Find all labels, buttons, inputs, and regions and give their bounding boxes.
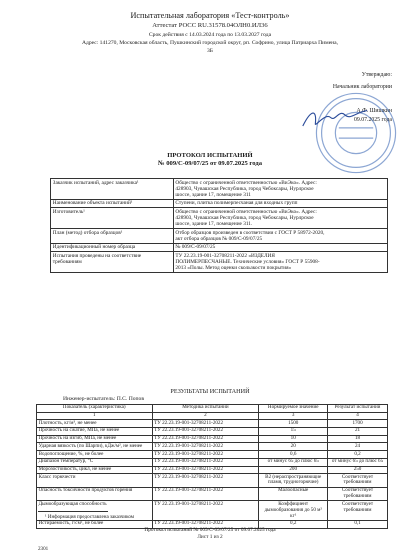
table-row — [37, 420, 388, 428]
info-value — [173, 251, 387, 272]
results-column-number: 3 — [259, 412, 328, 420]
info-value-line: шоссе, здание 17, помещение 311 — [175, 192, 251, 198]
info-value-line: Ступени, плитка полимерпесчаная для входных групп — [175, 200, 298, 207]
info-row — [51, 228, 388, 243]
footer-protocol: Протокол испытаний № 009/С-09/07/25 от 09.07.2025 года — [144, 527, 276, 533]
results-cell-result: Соответствует требованиям — [328, 501, 388, 521]
results-cell-name: Дымообразующая способность — [37, 501, 153, 521]
results-cell-method: ТУ 22.23.19-001-32708211-2022 — [152, 487, 259, 501]
info-row — [51, 208, 388, 229]
results-cell-norm: 20 — [259, 443, 328, 451]
info-table — [50, 178, 388, 273]
protocol-title: ПРОТОКОЛ ИСПЫТАНИЙ — [167, 152, 253, 159]
table-row — [37, 458, 388, 466]
table-row — [37, 487, 388, 501]
info-value — [173, 199, 387, 207]
results-cell-method: ТУ 22.23.19-001-32708211-2022 — [152, 474, 259, 488]
table-row — [37, 435, 388, 443]
protocol-number: № 009/С-09/07/25 от 09.07.2025 года — [157, 160, 263, 167]
results-cell-norm: В2 (нераспространяющие пламя, трудногорючие) — [259, 474, 328, 488]
info-value-line: 2013 «Полы. Метод оценки скользкости покрытия» — [175, 264, 292, 271]
results-cell-name: Плотность, кг/м³, не менее — [37, 420, 153, 428]
info-row — [51, 243, 388, 251]
info-key: Наименование объекта испытаний¹ — [51, 199, 174, 207]
info-key: Заказчик испытаний, адрес заказчика¹ — [51, 179, 174, 200]
table-row — [37, 466, 388, 474]
info-key: Изготовитель¹ — [51, 208, 174, 229]
results-table — [36, 404, 388, 529]
results-cell-method: ТУ 22.23.19-001-32708211-2022 — [152, 420, 259, 428]
results-cell-norm: Малоопасные — [259, 487, 328, 501]
results-cell-name: Прочность на изгиб, МПа, не менее — [37, 435, 153, 443]
results-cell-name: Морозостойкость, цикл, не менее — [37, 466, 153, 474]
results-cell-method: ТУ 22.23.19-001-32708211-2022 — [152, 428, 259, 436]
info-value — [173, 179, 387, 200]
info-key: Испытания проведены на соответствие требованиям — [51, 251, 174, 272]
approval-date: 09.07.2025 года — [353, 117, 392, 123]
table-row — [37, 443, 388, 451]
footnote-divider — [38, 511, 108, 512]
results-header-row — [37, 405, 388, 413]
results-cell-result: 21 — [328, 428, 388, 436]
approval-name: А.Ф. Шишкин — [356, 108, 392, 114]
results-cell-name: Ударная вязкость (по Шарпи), кДж/м², не менее — [37, 443, 153, 451]
results-column-number: 4 — [328, 412, 388, 420]
results-cell-norm: 200 — [259, 466, 328, 474]
bottom-code: 2301 — [38, 546, 49, 552]
info-key: План (метод) отбора образцов¹ — [51, 228, 174, 243]
footnote: ¹ Информация предоставлена заказчиком — [45, 514, 135, 520]
info-value-line: Отбор образцов произведен в соответствии с ГОСТ Р 58972-2020, — [175, 229, 325, 236]
info-value-line: ТУ 22.23.19-001-32708211-2022 «ИЗДЕЛИЯ — [175, 252, 275, 259]
info-row — [51, 199, 388, 207]
results-cell-norm: 0,6 — [259, 451, 328, 459]
results-column-number: 2 — [152, 412, 259, 420]
results-cell-method: ТУ 22.23.19-001-32708211-2022 — [152, 520, 259, 528]
validity: Срок действия с 14.03.2024 года по 13.03.2027 года — [148, 32, 272, 38]
results-cell-result: 18 — [328, 435, 388, 443]
results-cell-name: Истираемость, г/см², не более — [37, 520, 153, 528]
address-line-1: Адрес: 141270, Московская область, Пушкинский городской округ, рп. Софрино, улица Патриарха Пимена, — [81, 40, 339, 46]
info-value-line: Общество с ограниченной ответственностью «ВиЭко». Адрес: — [175, 208, 317, 215]
results-cell-result: 1700 — [328, 420, 388, 428]
info-value-line: Общество с ограниченной ответственностью «ВиЭко». Адрес: — [175, 179, 317, 186]
info-value-line: акт отбора образцов № 009/С-09/07/25 — [175, 235, 263, 242]
info-value-line: 428903, Чувашская Республика, город Чебоксары, Нурлрское — [175, 214, 314, 221]
footer-page: Лист 1 из 2 — [197, 534, 223, 540]
results-cell-norm: 0,2 — [259, 520, 328, 528]
results-number-row — [37, 412, 388, 420]
results-cell-method: ТУ 22.23.19-001-32708211-2022 — [152, 458, 259, 466]
results-cell-name: Водопоглощение, %, не более — [37, 451, 153, 459]
results-column-header: Показатель (характеристика) — [37, 405, 153, 413]
lab-name: Испытательная лаборатория «Тест-контроль» — [130, 11, 290, 20]
table-row — [37, 474, 388, 488]
results-cell-result: 0,2 — [328, 451, 388, 459]
approval-position: Начальник лаборатории — [332, 84, 392, 90]
results-cell-result: 0,1 — [328, 520, 388, 528]
info-row — [51, 251, 388, 272]
results-cell-method: ТУ 22.23.19-001-32708211-2022 — [152, 443, 259, 451]
results-cell-result: от минус 65 до плюс 65 — [328, 458, 388, 466]
results-cell-norm: 15 — [259, 428, 328, 436]
results-cell-norm: Коэффициент дымообразования до 50 м² кг¹ — [259, 501, 328, 521]
results-cell-name: Класс горючести — [37, 474, 153, 488]
results-cell-name: Диапазон температур, °С — [37, 458, 153, 466]
info-value — [173, 208, 387, 229]
results-column-header: Нормируемое значение — [259, 405, 328, 413]
results-column-number: 1 — [37, 412, 153, 420]
engineer: Инженер-испытатель: П.С. Попов — [63, 396, 144, 402]
results-column-header: Методика испытаний — [152, 405, 259, 413]
results-cell-method: ТУ 22.23.19-001-32708211-2022 — [152, 501, 259, 521]
results-cell-method: ТУ 22.23.19-001-32708211-2022 — [152, 451, 259, 459]
info-value — [173, 228, 387, 243]
info-value-line: 428903, Чувашская Республика, город Чебоксары, Нурлрское — [175, 185, 314, 192]
results-cell-result: Соответствует требованиям — [328, 487, 388, 501]
info-value-line: шоссе, здание 17, помещение 311. — [175, 221, 253, 228]
info-key: Идентификационный номер образца — [51, 243, 174, 251]
results-cell-norm: 10 — [259, 435, 328, 443]
results-cell-norm: 1500 — [259, 420, 328, 428]
signature-icon — [300, 105, 370, 133]
results-heading: РЕЗУЛЬТАТЫ ИСПЫТАНИЙ — [170, 388, 250, 395]
results-cell-result: 250 — [328, 466, 388, 474]
approval-label: Утверждаю: — [361, 72, 392, 78]
attestat: Аттестат РОСС RU.31578.04ОЛН0.ИЛ36 — [152, 22, 268, 29]
info-value-line: № 009/С-09/07/25 — [175, 244, 216, 251]
info-value-line: ПОЛИМЕРПЕСЧАНЫЕ. Технические условия» ГОСТ Р 55908- — [175, 258, 320, 265]
results-cell-result: Соответствует требованиям — [328, 474, 388, 488]
results-cell-result: 24 — [328, 443, 388, 451]
results-cell-norm: от минус 65 до плюс 65 — [259, 458, 328, 466]
results-cell-name: Прочность на сжатие, МПа, не менее — [37, 428, 153, 436]
info-value — [173, 243, 387, 251]
results-cell-name: Опасность токсичности продуктов горения — [37, 487, 153, 501]
info-row — [51, 179, 388, 200]
results-cell-method: ТУ 22.23.19-001-32708211-2022 — [152, 435, 259, 443]
results-column-header: Результат испытаний — [328, 405, 388, 413]
results-cell-method: ТУ 22.23.19-001-32708211-2022 — [152, 466, 259, 474]
address-line-2: 3Б — [206, 48, 213, 54]
